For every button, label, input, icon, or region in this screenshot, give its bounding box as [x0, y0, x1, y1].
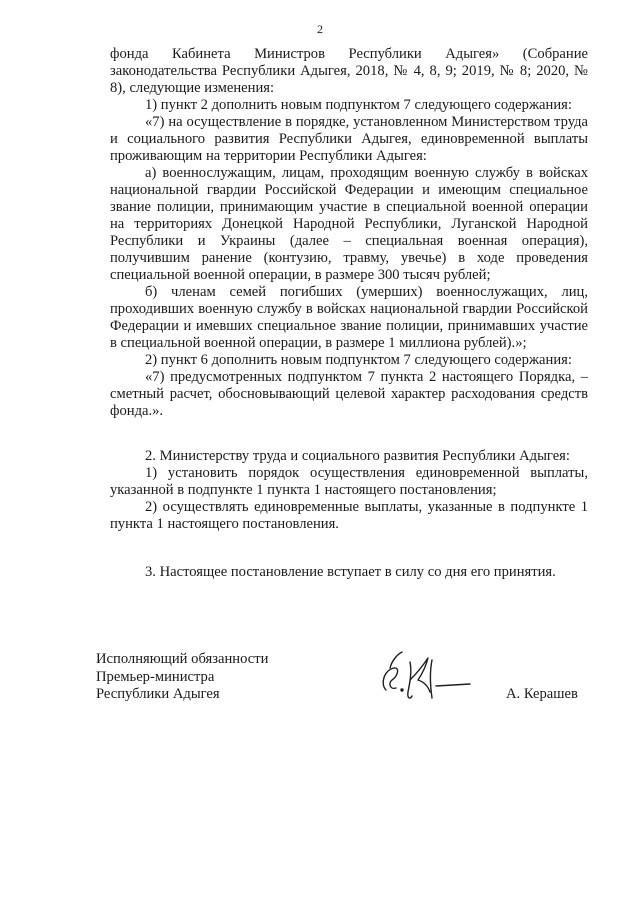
signatory-title-line-1: Исполняющий обязанности	[96, 651, 269, 667]
handwritten-signature	[372, 640, 482, 710]
paragraph-item-2: 2) пункт 6 дополнить новым подпунктом 7 следующего содержания:	[145, 352, 572, 368]
paragraph-section-3: 3. Настоящее постановление вступает в силу со дня его принятия.	[145, 564, 556, 580]
document-body	[110, 46, 588, 581]
paragraph-subitem-a: а) военнослужащим, лицам, проходящим военную службу в войсках национальной гвардии Российской Федерации и имеющим специальное звание полиции, принимающим участие в специальной военной операции на территориях Донецкой Народной Республики, Луганской Народной Республики и Украины (далее – специальная военная операция), получившим ранение (контузию, травму, увечье) в ходе проведения специальной военной операции, в размере 300 тысяч рублей;	[110, 165, 588, 283]
paragraph-section-2: 2. Министерству труда и социального развития Республики Адыгея:	[145, 448, 570, 464]
page-number: 2	[317, 22, 323, 36]
paragraph-section-2-item-2: 2) осуществлять единовременные выплаты, указанные в подпункте 1 пункта 1 настоящего постановления.	[110, 499, 588, 532]
paragraph-subitem-7: «7) на осуществление в порядке, установленном Министерством труда и социального развития Республики Адыгея, единовременной выплаты проживающим на территории Республики Адыгея:	[110, 114, 588, 164]
paragraph-intro: фонда Кабинета Министров Республики Адыгея» (Собрание законодательства Республики Адыгея, 2018, № 4, 8, 9; 2019, № 8; 2020, № 8), следующие изменения:	[110, 46, 588, 96]
signatory-title	[96, 651, 268, 704]
signatory-name: А. Керашев	[506, 686, 578, 702]
paragraph-subitem-b: б) членам семей погибших (умерших) военнослужащих, лиц, проходивших военную службу в войсках национальной гвардии Российской Федерации и имевших специальное звание полиции, принимавших участие в специальной военной операции, в размере 1 миллиона рублей).»;	[110, 284, 588, 351]
paragraph-item-1: 1) пункт 2 дополнить новым подпунктом 7 следующего содержания:	[145, 97, 572, 113]
signatory-title-line-2: Премьер-министра	[96, 668, 215, 685]
paragraph-section-2-item-1: 1) установить порядок осуществления единовременной выплаты, указанной в подпункте 1 пункта 1 настоящего постановления;	[110, 465, 588, 498]
paragraph-subitem-7-estimate: «7) предусмотренных подпунктом 7 пункта 2 настоящего Порядка, – сметный расчет, обосновывающий целевой характер расходования средств фонда.».	[110, 369, 588, 419]
signatory-title-line-3: Республики Адыгея	[96, 686, 220, 702]
